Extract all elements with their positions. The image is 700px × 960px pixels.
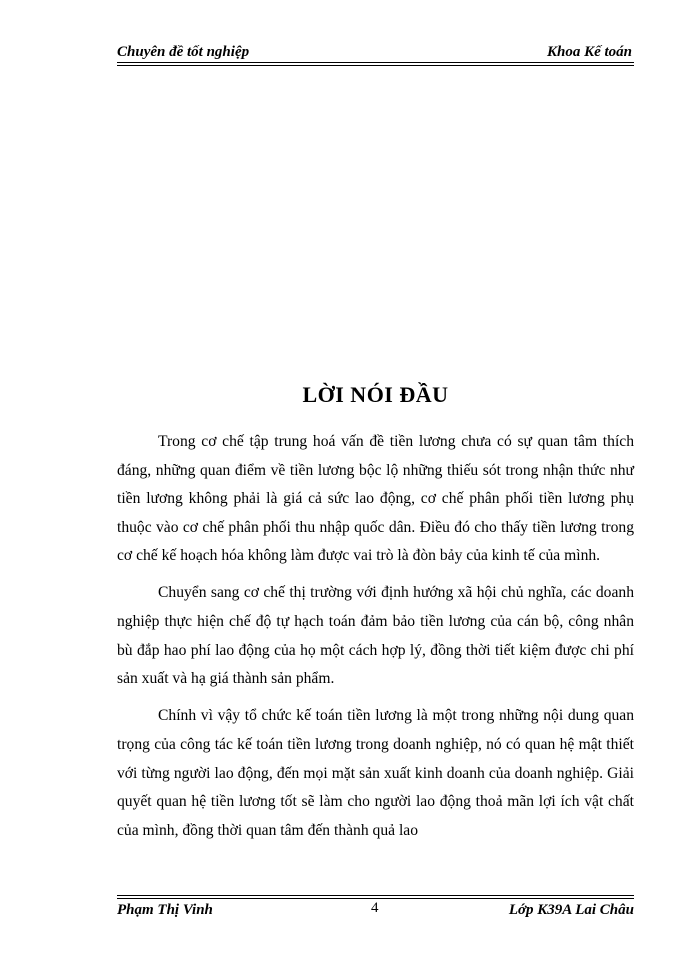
paragraph-3: Chính vì vậy tổ chức kế toán tiền lương là một trong những nội dung quan trọng của công tác kế toán tiền lương trong doanh nghiệp, nó có quan hệ mật thiết với từng người lao động, đến mọi mặt sản xuất kinh doanh của doanh nghiệp. Giải quyết quan hệ tiền lương tốt sẽ làm cho người lao động thoả mãn lợi ích vật chất của mình, đồng thời quan tâm đến thành quả lao <box>117 707 634 839</box>
paragraph-2: Chuyển sang cơ chế thị trường với định hướng xã hội chủ nghĩa, các doanh nghiệp thực hiện chế độ tự hạch toán đảm bảo tiền lương của cán bộ, công nhân bù đắp hao phí lao động của họ một cách hợp lý, đồng thời tiết kiệm được chi phí sản xuất và hạ giá thành sản phẩm. <box>117 584 634 688</box>
page-footer <box>117 898 634 922</box>
page-number: 4 <box>371 900 379 916</box>
page-title: LỜI NÓI ĐẦU <box>302 382 449 407</box>
paragraph-1: Trong cơ chế tập trung hoá vấn đề tiền lương chưa có sự quan tâm thích đáng, những quan điểm về tiền lương bộc lộ những thiếu sót trong nhận thức như tiền lương không phải là giá cả sức lao động, cơ chế phân phối tiền lương phụ thuộc vào cơ chế phân phối thu nhập quốc dân. Điều đó cho thấy tiền lương trong cơ chế kế hoạch hóa không làm được vai trò là đòn bảy của kinh tế của mình. <box>117 433 634 565</box>
body-text <box>117 428 634 854</box>
header-department: Khoa Kế toán <box>546 44 632 60</box>
header-document-type: Chuyên đề tốt nghiệp <box>117 44 250 60</box>
page-header <box>117 40 632 64</box>
header-divider <box>117 62 634 66</box>
footer-author: Phạm Thị Vinh <box>117 902 213 918</box>
footer-class: Lớp K39A Lai Châu <box>508 902 634 918</box>
